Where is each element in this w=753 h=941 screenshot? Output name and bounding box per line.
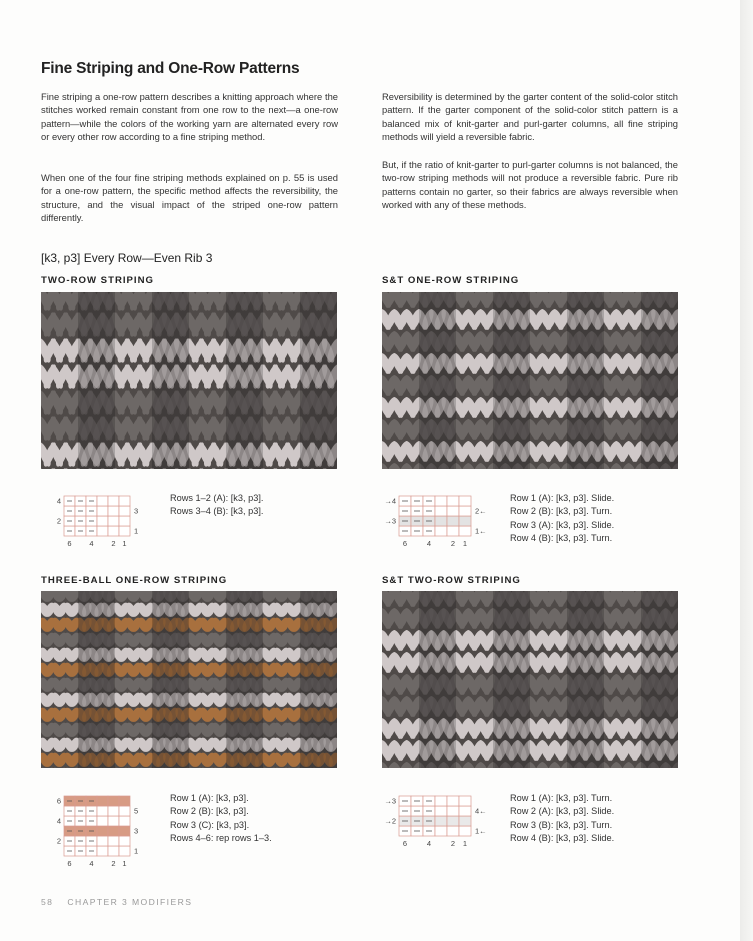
chart-cell (108, 496, 119, 506)
chart-row-label: 2 (56, 836, 61, 846)
two-row-striping-photo (41, 292, 337, 469)
chart-cell (108, 506, 119, 516)
chart-cell (435, 496, 447, 506)
purl-column-shadow (641, 591, 678, 768)
chart-cell (108, 516, 119, 526)
chart-cell (108, 816, 119, 826)
instruction-row: Row 3 (C): [k3, p3]. (170, 819, 250, 830)
chart-cell (459, 516, 471, 526)
chart-cell (459, 796, 471, 806)
purl-column-shadow (300, 591, 337, 768)
chart-cell (435, 506, 447, 516)
st-two-row-striping-chart (385, 792, 505, 852)
chart-column-label: 1 (122, 539, 127, 548)
chart-cell (119, 506, 130, 516)
chart-row-label: 4← (475, 806, 487, 816)
chart-row-label: 3 (134, 506, 139, 516)
chart-row-label: 1← (475, 526, 487, 536)
three-ball-one-row-striping-heading: THREE-BALL ONE-ROW STRIPING (41, 575, 228, 586)
purl-column-shadow (641, 292, 678, 469)
chart-row-label: 4 (56, 816, 61, 826)
chart-column-label: 1 (462, 539, 468, 548)
chart-cell (97, 516, 108, 526)
purl-column-shadow (419, 591, 456, 768)
two-row-striping-instructions (170, 492, 263, 519)
chart-cell (119, 816, 130, 826)
chart-cell (119, 806, 130, 816)
st-one-row-striping-photo (382, 292, 678, 469)
chart-cell (447, 796, 459, 806)
purl-column-shadow (419, 292, 456, 469)
instruction-row: Rows 3–4 (B): [k3, p3]. (170, 506, 264, 517)
chart-cell (447, 516, 459, 526)
chart-cell (97, 496, 108, 506)
purl-column-shadow (493, 292, 530, 469)
chart-cell (435, 816, 447, 826)
instruction-row: Row 1 (A): [k3, p3]. Slide. (510, 493, 615, 503)
pattern-subtitle: [k3, p3] Every Row—Even Rib 3 (41, 251, 213, 265)
chart-column-label: 4 (89, 539, 94, 548)
chart-row-label: 4 (56, 496, 61, 506)
chart-cell (97, 826, 108, 836)
chart-cell (447, 826, 459, 836)
chart-cell (97, 806, 108, 816)
chart-cell (459, 816, 471, 826)
chart-column-label: 6 (402, 839, 408, 848)
chart-column-label: 4 (426, 839, 432, 848)
instruction-row: Rows 1–2 (A): [k3, p3]. (170, 493, 264, 503)
chart-cell (119, 836, 130, 846)
instruction-row: Row 2 (B): [k3, p3]. (170, 806, 249, 817)
chart-cell (119, 496, 130, 506)
instruction-row: Row 2 (B): [k3, p3]. Turn. (510, 506, 613, 517)
chart-cell (119, 846, 130, 856)
reversibility-paragraph-1: Reversibility is determined by the garter content of the solid-color stitch pattern. If the garter component of the solid-color stitch pattern is a balanced mix of knit-garter and purl-garter columns, all fine striping methods will yield a reversible fabric. (382, 91, 678, 143)
chart-row-label: →4 (384, 496, 396, 506)
chart-cell (108, 806, 119, 816)
chart-cell (108, 526, 119, 536)
chart-cell (435, 806, 447, 816)
purl-column-shadow (152, 591, 189, 768)
instruction-row: Row 1 (A): [k3, p3]. Turn. (510, 793, 613, 803)
purl-column-shadow (567, 292, 604, 469)
st-one-row-striping-instructions (510, 492, 614, 545)
chart-row-label: 1← (475, 826, 487, 836)
chart-column-label: 2 (111, 539, 116, 548)
chart-cell (435, 826, 447, 836)
purl-column-shadow (226, 591, 263, 768)
page-gutter (740, 0, 753, 941)
purl-column-shadow (493, 591, 530, 768)
st-one-row-striping-chart (385, 492, 505, 552)
two-row-striping-heading: TWO-ROW STRIPING (41, 275, 154, 286)
chart-cell (119, 516, 130, 526)
purl-column-shadow (300, 292, 337, 469)
chart-row-label: 1 (134, 846, 139, 856)
two-row-striping-chart (50, 492, 160, 552)
chart-row-label: 5 (134, 806, 139, 816)
chapter-label: CHAPTER 3 MODIFIERS (67, 897, 193, 907)
purl-column-shadow (152, 292, 189, 469)
page-number: 58 (41, 897, 54, 907)
chart-cell (459, 826, 471, 836)
intro-paragraph-1: Fine striping a one-row pattern describes a knitting approach where the stitches worked remain constant from one row to the next—a one-row pattern—while the colors of the working yarn are alternated every row or every other row according to a fine striping method. (41, 91, 338, 143)
instruction-row: Row 4 (B): [k3, p3]. Turn. (510, 532, 613, 543)
chart-cell (108, 836, 119, 846)
chart-cell (119, 796, 130, 806)
page-footer (41, 897, 206, 907)
chart-cell (97, 506, 108, 516)
st-two-row-striping-instructions (510, 792, 614, 845)
chart-column-label: 6 (67, 859, 72, 868)
purl-column-shadow (78, 292, 115, 469)
instruction-row: Row 4 (B): [k3, p3]. Slide. (510, 832, 615, 843)
chart-column-label: 6 (402, 539, 408, 548)
chart-cell (435, 516, 447, 526)
three-ball-one-row-striping-photo (41, 591, 337, 768)
chart-row-label: →2 (384, 816, 396, 826)
purl-column-shadow (226, 292, 263, 469)
chart-column-label: 2 (111, 859, 116, 868)
chart-cell (108, 846, 119, 856)
three-ball-one-row-striping-chart (50, 792, 160, 876)
instruction-row: Row 3 (B): [k3, p3]. Turn. (510, 819, 613, 830)
chart-cell (97, 846, 108, 856)
chart-cell (459, 506, 471, 516)
chart-cell (108, 826, 119, 836)
chart-cell (447, 526, 459, 536)
st-two-row-striping-heading: S&T TWO-ROW STRIPING (382, 575, 521, 586)
chart-column-label: 1 (462, 839, 468, 848)
st-one-row-striping-heading: S&T ONE-ROW STRIPING (382, 275, 520, 286)
chart-cell (459, 806, 471, 816)
chart-cell (447, 806, 459, 816)
chart-row-label: →3 (384, 796, 396, 806)
chart-row-label: 1 (134, 526, 139, 536)
chart-row-label: →3 (384, 516, 396, 526)
chart-cell (119, 526, 130, 536)
chart-cell (447, 496, 459, 506)
chart-cell (97, 796, 108, 806)
instruction-row: Row 1 (A): [k3, p3]. (170, 793, 249, 803)
chart-row-label: 2← (475, 506, 487, 516)
chart-column-label: 2 (450, 539, 456, 548)
chart-row-label: 2 (56, 516, 61, 526)
chart-cell (447, 506, 459, 516)
instruction-row: Row 2 (A): [k3, p3]. Slide. (510, 806, 615, 817)
chart-cell (97, 816, 108, 826)
instruction-row: Rows 4–6: rep rows 1–3. (170, 832, 272, 843)
chart-column-label: 2 (450, 839, 456, 848)
chart-cell (435, 796, 447, 806)
purl-column-shadow (78, 591, 115, 768)
reversibility-paragraph-2: But, if the ratio of knit-garter to purl-garter columns is not balanced, the two-row striping methods will not produce a reversible fabric. Pure rib patterns contain no garter, so their fabrics are always reversible when worked with any of these methods. (382, 159, 678, 211)
chart-row-label: 3 (134, 826, 139, 836)
chart-column-label: 1 (122, 859, 127, 868)
st-two-row-striping-photo (382, 591, 678, 768)
chart-cell (459, 526, 471, 536)
chart-column-label: 4 (89, 859, 94, 868)
intro-paragraph-2: When one of the four fine striping methods explained on p. 55 is used for a one-row pattern, the specific method affects the reversibility, the structure, and the visual impact of the striped one-row pattern differently. (41, 172, 338, 224)
instruction-row: Row 3 (A): [k3, p3]. Slide. (510, 519, 615, 530)
three-ball-one-row-striping-instructions (170, 792, 272, 845)
chart-cell (108, 796, 119, 806)
chart-cell (119, 826, 130, 836)
chart-cell (97, 836, 108, 846)
chart-cell (447, 816, 459, 826)
chart-cell (459, 496, 471, 506)
chart-cell (97, 526, 108, 536)
chart-row-label: 6 (56, 796, 61, 806)
chart-column-label: 4 (426, 539, 432, 548)
section-title: Fine Striping and One-Row Patterns (41, 60, 300, 77)
purl-column-shadow (567, 591, 604, 768)
chart-column-label: 6 (67, 539, 72, 548)
chart-cell (435, 526, 447, 536)
